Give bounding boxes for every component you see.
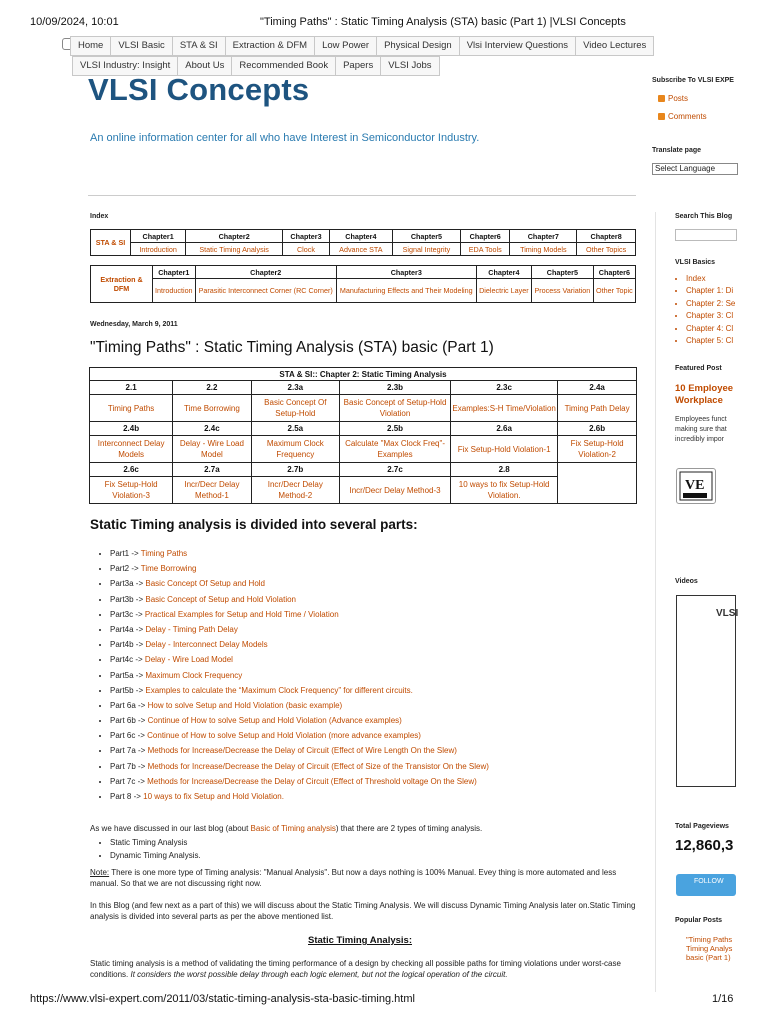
topic-number: 2.3a: [251, 381, 339, 395]
topic-number: 2.4c: [173, 422, 251, 436]
chapter-header: Chapter1: [131, 230, 186, 243]
sidebar-pageviews-title: Total Pageviews: [675, 823, 729, 830]
sta-subheading: Static Timing Analysis:: [308, 935, 412, 946]
list-item: • Part 6c -> Continue of How to solve Setup and Hold Violation (more advance examples): [110, 731, 489, 746]
print-url: https://www.vlsi-expert.com/2011/03/static-timing-analysis-sta-basic-timing.html: [30, 993, 415, 1005]
header-divider: [88, 195, 636, 196]
sidebar-posts-feed[interactable]: Posts: [658, 94, 688, 103]
nav-physical-design[interactable]: Physical Design: [376, 36, 459, 56]
sidebar-videos-title: Videos: [675, 578, 698, 585]
index-label: Index: [90, 213, 109, 220]
print-datetime: 10/09/2024, 10:01: [30, 16, 119, 28]
part-link[interactable]: How to solve Setup and Hold Violation (basic example): [147, 700, 343, 710]
chapter-link[interactable]: Timing Models: [510, 243, 577, 256]
chapter-header: Chapter4: [476, 266, 531, 279]
chapter-link[interactable]: Dielectric Layer: [476, 279, 531, 303]
part-link[interactable]: Methods for Increase/Decrease the Delay of Circuit (Effect of Wire Length On the Slew): [147, 746, 457, 756]
rss-icon: [658, 95, 665, 102]
main-nav: [70, 36, 654, 56]
chapter-link[interactable]: Process Variation: [532, 279, 594, 303]
chapter-header: Chapter4: [329, 230, 392, 243]
topic-number: 2.8: [451, 463, 558, 477]
nav-home[interactable]: Home: [70, 36, 110, 56]
part-link[interactable]: Practical Examples for Setup and Hold Time / Violation: [144, 609, 339, 619]
topic-number: 2.3b: [340, 381, 451, 395]
part-link[interactable]: Methods for Increase/Decrease the Delay of Circuit (Effect of Threshold voltage On the Slew): [147, 776, 477, 786]
chapter-link[interactable]: Other Topics: [577, 243, 636, 256]
intro-paragraph: As we have discussed in our last blog (about Basic of Timing analysis) that there are 2 types of timing analysis.: [90, 824, 483, 833]
sidebar-search-title: Search This Blog: [675, 213, 733, 220]
nav-papers[interactable]: Papers: [335, 56, 380, 76]
topic-number: 2.5a: [251, 422, 339, 436]
nav-vlsi-jobs[interactable]: VLSI Jobs: [380, 56, 439, 76]
sidebar-basics-item[interactable]: • Chapter 1: Di: [686, 286, 735, 298]
part-link[interactable]: 10 ways to fix Setup and Hold Violation.: [143, 792, 284, 801]
topic-link[interactable]: Examples:S-H Time/Violation: [451, 395, 558, 422]
topic-link[interactable]: Fix Setup-Hold Violation-3: [90, 477, 173, 504]
list-item: • Part3c -> Practical Examples for Setup and Hold Time / Violation: [110, 610, 489, 625]
language-select[interactable]: Select Language: [652, 163, 738, 175]
list-item: • Dynamic Timing Analysis.: [110, 851, 201, 864]
post-date: Wednesday, March 9, 2011: [90, 321, 178, 328]
sidebar-basics-title: VLSI Basics: [675, 259, 716, 266]
sidebar-basics-item[interactable]: • Chapter 2: Se: [686, 299, 735, 311]
twitter-follow-button[interactable]: FOLLOW: [676, 874, 736, 896]
list-item: • Part1 -> Timing Paths: [110, 549, 489, 564]
nav-vlsi-basic[interactable]: VLSI Basic: [110, 36, 171, 56]
topic-number: 2.2: [173, 381, 251, 395]
list-item: • Part4b -> Delay - Interconnect Delay Models: [110, 640, 489, 655]
sidebar-comments-feed[interactable]: Comments: [658, 112, 707, 121]
sidebar-divider: [655, 212, 656, 992]
print-page-number: 1/16: [712, 993, 734, 1005]
nav-industry-insight[interactable]: VLSI Industry: Insight: [72, 56, 177, 76]
sta-index-table: [90, 229, 636, 256]
note-paragraph: Note: There is one more type of Timing analysis: "Manual Analysis". But now a days nothing is 100% Manual. Evey thing is more automated and less manual. So that we are not discussing right now.: [90, 868, 617, 888]
video-label: VLSI: [716, 608, 739, 619]
chapter-header: Chapter7: [510, 230, 577, 243]
vlsi-expert-logo-icon: [677, 469, 715, 503]
topic-number: 2.4a: [558, 381, 637, 395]
list-item: • Part5a -> Maximum Clock Frequency: [110, 671, 489, 686]
topic-number: 2.7b: [251, 463, 339, 477]
chapter-header: Chapter2: [195, 266, 336, 279]
popular-post-link[interactable]: "Timing Paths Timing Analys basic (Part 1): [686, 935, 733, 962]
nav-low-power[interactable]: Low Power: [314, 36, 376, 56]
list-item: • Part 7b -> Methods for Increase/Decrease the Delay of Circuit (Effect of Size of the Transistor On the Slew): [110, 762, 489, 777]
list-item: • Part 8 -> 10 ways to fix Setup and Hold Violation.: [110, 792, 489, 807]
sidebar-basics-list: [686, 274, 735, 348]
sta-table-caption: STA & SI:: Chapter 2: Static Timing Analysis: [90, 368, 637, 381]
nav-about-us[interactable]: About Us: [177, 56, 231, 76]
part-link[interactable]: Methods for Increase/Decrease the Delay of Circuit (Effect of Size of the Transistor On the Slew): [147, 761, 489, 771]
topic-link[interactable]: Incr/Decr Delay Method-1: [173, 477, 251, 504]
topic-link[interactable]: Timing Paths: [90, 395, 173, 422]
part-link[interactable]: Continue of How to solve Setup and Hold Violation (Advance examples): [147, 716, 402, 726]
topic-link[interactable]: Calculate "Max Clock Freq"- Examples: [340, 436, 451, 463]
nav-interview-questions[interactable]: Vlsi Interview Questions: [459, 36, 575, 56]
chapter-link[interactable]: Signal Integrity: [392, 243, 460, 256]
chapter-header: Chapter3: [283, 230, 330, 243]
part-link[interactable]: Continue of How to solve Setup and Hold Violation (more advance examples): [147, 731, 421, 741]
print-document-title: "Timing Paths" : Static Timing Analysis (STA) basic (Part 1) |VLSI Concepts: [260, 16, 626, 28]
part-link[interactable]: Examples to calculate the “Maximum Clock Frequency” for different circuits.: [145, 685, 413, 695]
chapter-link[interactable]: Parasitic Interconnect Corner (RC Corner): [195, 279, 336, 303]
topic-link[interactable]: Timing Path Delay: [558, 395, 637, 422]
parts-heading: Static Timing analysis is divided into several parts:: [90, 517, 418, 532]
chapter-link[interactable]: Other Topic: [593, 279, 635, 303]
blog-title[interactable]: VLSI Concepts: [88, 72, 310, 107]
basic-timing-link[interactable]: Basic of Timing analysis: [250, 824, 336, 833]
list-item: • Part4c -> Delay - Wire Load Model: [110, 655, 489, 670]
topic-number: 2.4b: [90, 422, 173, 436]
part-link[interactable]: Delay - Interconnect Delay Models: [145, 640, 268, 650]
vlsi-expert-logo: [676, 468, 716, 504]
list-item: • Part3a -> Basic Concept Of Setup and Hold: [110, 579, 489, 594]
post-title[interactable]: "Timing Paths" : Static Timing Analysis (STA) basic (Part 1): [90, 339, 494, 356]
search-input[interactable]: [675, 229, 737, 241]
chapter-header: Chapter6: [593, 266, 635, 279]
sidebar-basics-item[interactable]: • Chapter 4: Cl: [686, 324, 735, 336]
extraction-index-table: [90, 265, 636, 303]
sta-index-label: STA & SI: [91, 230, 131, 256]
topic-link[interactable]: Fix Setup-Hold Violation-2: [558, 436, 637, 463]
topic-number: 2.5b: [340, 422, 451, 436]
sta-chapter-table: [89, 367, 637, 504]
list-item: • Part 6b -> Continue of How to solve Setup and Hold Violation (Advance examples): [110, 716, 489, 731]
nav-extraction-dfm[interactable]: Extraction & DFM: [225, 36, 314, 56]
topic-number: 2.7a: [173, 463, 251, 477]
featured-post-title[interactable]: 10 Employee Workplace: [675, 383, 734, 406]
analysis-types-list: [110, 838, 201, 864]
part-link[interactable]: Maximum Clock Frequency: [145, 670, 243, 680]
chapter-link[interactable]: Introduction: [131, 243, 186, 256]
list-item: • Part2 -> Time Borrowing: [110, 564, 489, 579]
topic-link[interactable]: Incr/Decr Delay Method-2: [251, 477, 339, 504]
featured-post-snippet: Employees funct making sure that incredibly impor: [675, 416, 727, 443]
extraction-index-label: Extraction & DFM: [91, 266, 153, 303]
part-link[interactable]: Delay - Wire Load Model: [144, 655, 233, 665]
part-link[interactable]: Timing Paths: [140, 549, 188, 558]
list-item: • Part5b -> Examples to calculate the “Maximum Clock Frequency” for different circuits.: [110, 686, 489, 701]
chapter-header: Chapter6: [461, 230, 510, 243]
chapter-header: Chapter3: [336, 266, 476, 279]
topic-link[interactable]: 10 ways to fix Setup-Hold Violation.: [451, 477, 558, 504]
chapter-link[interactable]: Advance STA: [329, 243, 392, 256]
topic-number: 2.7c: [340, 463, 451, 477]
chapter-link[interactable]: EDA Tools: [461, 243, 510, 256]
topic-number: 2.6b: [558, 422, 637, 436]
sidebar-featured-title: Featured Post: [675, 365, 722, 372]
list-item: • Part 6a -> How to solve Setup and Hold Violation (basic example): [110, 701, 489, 716]
chapter-header: Chapter1: [153, 266, 196, 279]
list-item: • Part3b -> Basic Concept of Setup and Hold Violation: [110, 595, 489, 610]
nav-video-lectures[interactable]: Video Lectures: [575, 36, 654, 56]
topic-number: 2.6c: [90, 463, 173, 477]
part-link[interactable]: Basic Concept of Setup and Hold Violation: [145, 594, 296, 604]
chapter-header: Chapter5: [532, 266, 594, 279]
topic-link[interactable]: Time Borrowing: [173, 395, 251, 422]
chapter-header: Chapter8: [577, 230, 636, 243]
nav-recommended-book[interactable]: Recommended Book: [231, 56, 335, 76]
topic-number: 2.3c: [451, 381, 558, 395]
rss-icon: [658, 113, 665, 120]
empty-cell: [558, 463, 637, 504]
chapter-link[interactable]: Introduction: [153, 279, 196, 303]
sidebar-subscribe-title: Subscribe To VLSI EXPE: [652, 77, 734, 84]
topic-link[interactable]: Basic Concept Of Setup-Hold: [251, 395, 339, 422]
blog-description: An online information center for all who have Interest in Semiconductor Industry.: [90, 132, 480, 144]
nav-sta-si[interactable]: STA & SI: [172, 36, 225, 56]
list-item: • Part 7a -> Methods for Increase/Decrease the Delay of Circuit (Effect of Wire Length On the Slew): [110, 746, 489, 761]
video-player[interactable]: [676, 595, 739, 787]
chapter-link[interactable]: Manufacturing Effects and Their Modeling: [336, 279, 476, 303]
chapter-link[interactable]: Clock: [283, 243, 330, 256]
sidebar-basics-item[interactable]: • Chapter 5: Cl: [686, 336, 735, 348]
topic-link[interactable]: Interconnect Delay Models: [90, 436, 173, 463]
svg-text:VE: VE: [685, 478, 705, 493]
chapter-header: Chapter5: [392, 230, 460, 243]
list-item: • Part4a -> Delay - Timing Path Delay: [110, 625, 489, 640]
topic-number: 2.6a: [451, 422, 558, 436]
topic-link[interactable]: Maximum Clock Frequency: [251, 436, 339, 463]
plan-paragraph: In this Blog (and few next as a part of this) we will discuss about the Static Timing Analysis. We will discuss Dynamic Timing Analysis later on.Static Timing analysis is divided into several parts as per the above mentioned list.: [90, 901, 636, 921]
sidebar-translate-title: Translate page: [652, 147, 702, 154]
topic-link[interactable]: Basic Concept of Setup-Hold Violation: [340, 395, 451, 422]
pageviews-count: 12,860,3: [675, 837, 734, 854]
parts-list: [110, 549, 489, 807]
part-link[interactable]: Delay - Timing Path Delay: [145, 624, 238, 634]
chapter-link[interactable]: Static Timing Analysis: [186, 243, 283, 256]
list-item: • Static Timing Analysis: [110, 838, 201, 851]
chapter-header: Chapter2: [186, 230, 283, 243]
list-item: • Part 7c -> Methods for Increase/Decrease the Delay of Circuit (Effect of Threshold voltage On the Slew): [110, 777, 489, 792]
part-link[interactable]: Time Borrowing: [140, 564, 197, 574]
topic-number: 2.1: [90, 381, 173, 395]
topic-link[interactable]: Fix Setup-Hold Violation-1: [451, 436, 558, 463]
sidebar-popular-title: Popular Posts: [675, 917, 723, 924]
definition-paragraph: Static timing analysis is a method of validating the timing performance of a design by checking all possible paths for timing violations under worst-case conditions. It considers the worst possible delay through each logic element, but not the logical operation of the circuit.: [90, 959, 621, 979]
topic-link[interactable]: Incr/Decr Delay Method-3: [340, 477, 451, 504]
sidebar-basics-item[interactable]: • Chapter 3: Cl: [686, 311, 735, 323]
sidebar-basics-item[interactable]: • Index: [686, 274, 735, 286]
topic-link[interactable]: Delay - Wire Load Model: [173, 436, 251, 463]
part-link[interactable]: Basic Concept Of Setup and Hold: [145, 579, 265, 589]
